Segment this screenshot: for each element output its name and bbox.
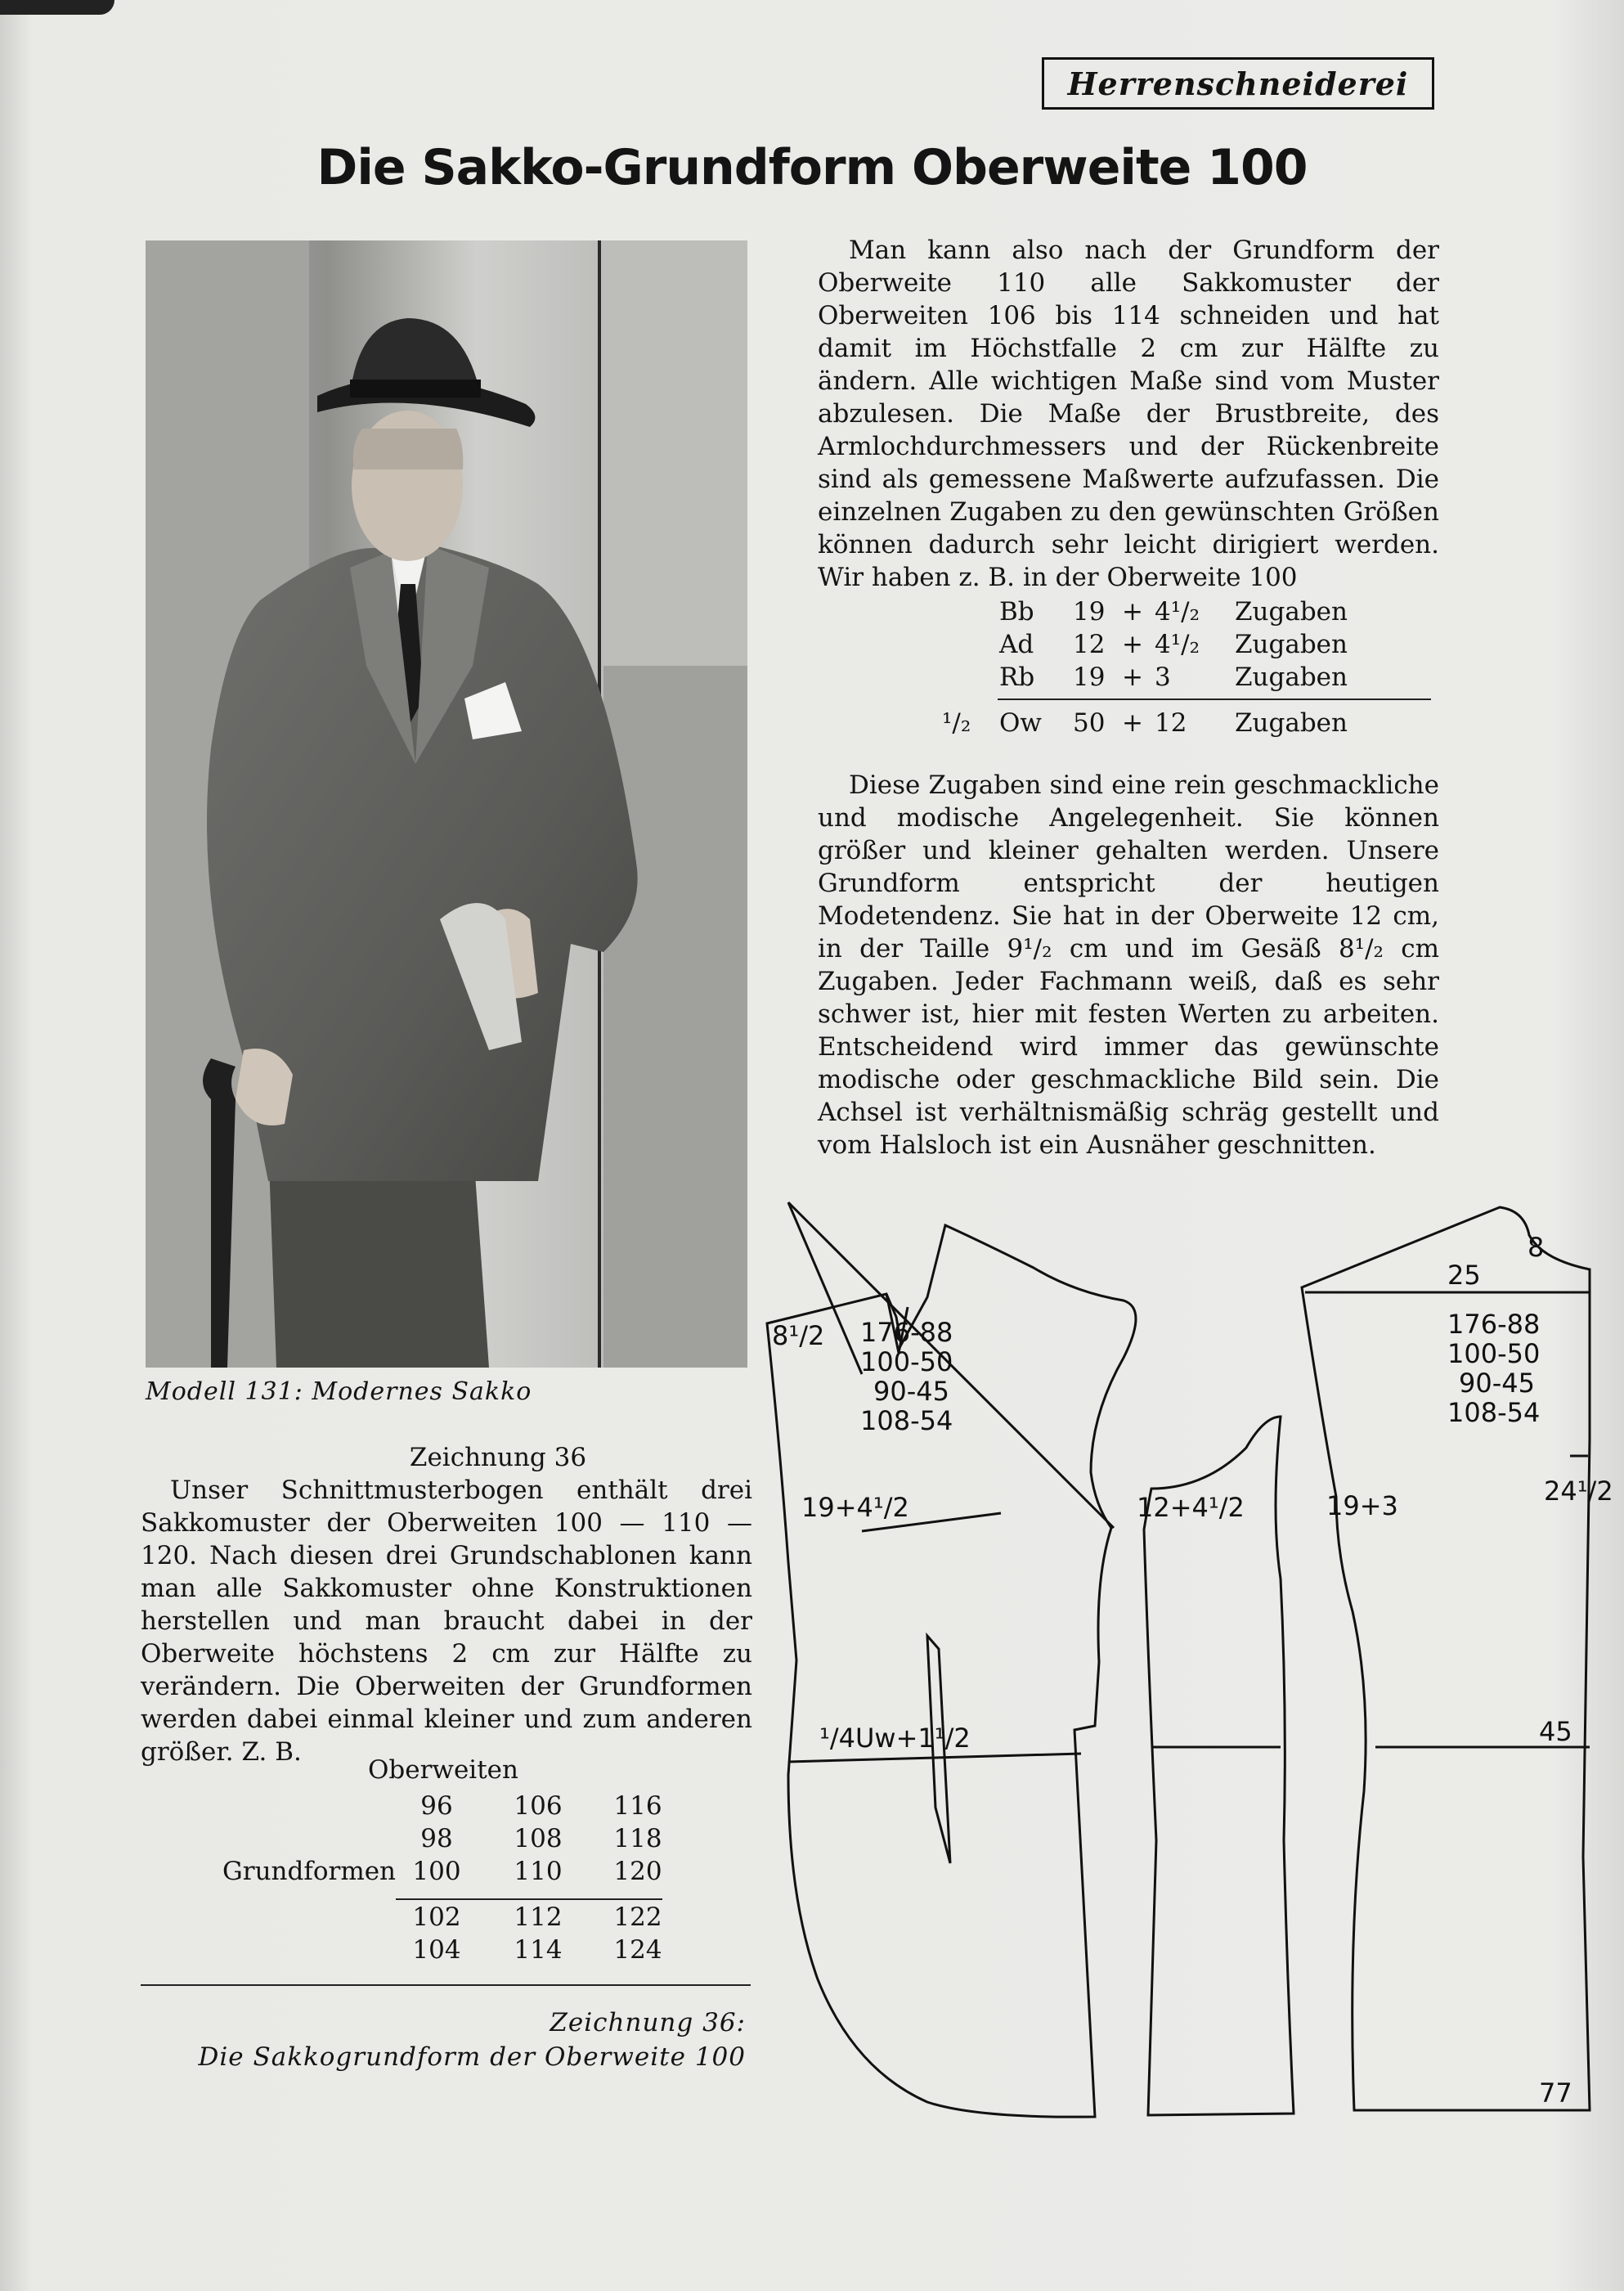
zugaben-label: Rb [999,663,1035,692]
paragraph: Man kann also nach der Grundform der Oberweite 110 alle Sakkomuster der Oberweiten 106 bis 114 schneiden und hat damit im Höchstfalle 2 cm zur Hälfte zu ändern. Alle wichtigen Maße sind vom Muster abzulesen. Die Maße der Brustbreite, des Armlochdurchmessers und der Rückenbreite sind als gemessene Maßwerte aufzufassen. Die einzelnen Zugaben zu den gewünschten Größen können dadurch sehr leicht dirigiert werden. Wir haben z. B. in der Oberweite 100 [818,236,1439,592]
zugaben-total-op: + [1122,708,1143,738]
drawing-heading: Zeichnung 36 [409,1443,587,1472]
table-cell: 110 [514,1857,563,1886]
figure-caption-line2: Die Sakkogrundform der Oberweite 100 [198,2042,746,2072]
back-piece-outline [1302,1207,1590,2110]
pattern-back-size-3: 90-45 [1459,1368,1535,1399]
zugaben-label: Ad [999,630,1034,659]
zugaben-label: Bb [999,597,1034,627]
figure-caption [180,2006,746,2074]
section-label: Herrenschneiderei [1067,65,1409,102]
table-cell: 98 [420,1824,453,1853]
table-cell: 122 [613,1902,662,1932]
table-cell: 104 [412,1935,461,1965]
zugaben-total-prefix: ¹/₂ [942,708,971,738]
caption-divider [141,1984,751,1986]
zugaben-word: Zugaben [1235,630,1348,659]
pattern-back-waist: 45 [1539,1716,1572,1747]
table-cell: 96 [420,1791,453,1821]
pattern-back-neck: 25 [1447,1260,1481,1291]
pattern-back-side: 24¹/2 [1544,1476,1613,1507]
pattern-front-width: 19+4¹/2 [801,1492,909,1523]
zugaben-word: Zugaben [1235,663,1348,692]
zugaben-op: + [1122,597,1143,627]
table-cell: 120 [613,1857,662,1886]
zugaben-total-row [908,708,1447,741]
pattern-front-size-1: 176-88 [860,1317,953,1348]
table-rule [396,1898,662,1900]
zugaben-op: + [1122,630,1143,659]
pattern-waist-label: ¹/4Uw+1¹/2 [819,1723,971,1754]
zugaben-total-value: 50 [1073,708,1106,738]
table-cell: 116 [613,1791,662,1821]
figure-caption-line1: Zeichnung 36: [550,2008,746,2037]
zugaben-word: Zugaben [1235,597,1348,627]
pattern-front-size-4: 108-54 [860,1405,953,1436]
zugaben-value: 19 [1073,597,1106,627]
pattern-back-top: 8 [1528,1232,1545,1263]
pattern-front-size-3: 90-45 [873,1376,949,1407]
zugaben-add: 3 [1155,663,1171,692]
sakko-pattern-drawing [764,1202,1613,2135]
paragraph: Unser Schnittmusterbogen enthält drei Sakkomuster der Oberweiten 100 — 110 — 120. Nach diesen drei Grundschablonen kann man alle Sakkomuster ohne Konstruktionen herstellen und man braucht dabei in der Oberweite höchstens 2 cm zur Hälfte zu verändern. Die Oberweiten der Grundformen werden dabei einmal kleiner und zum anderen größer. Z. B. [141,1476,752,1767]
paragraph: Diese Zugaben sind eine rein geschmackliche und modische Angelegenheit. Sie können größer und kleiner gehalten werden. Unsere Grundform entspricht der heutigen Modetendenz. Sie hat in der Oberweite 12 cm, in der Taille 9¹/₂ cm und im Gesäß 8¹/₂ cm Zugaben. Jeder Fachmann weiß, daß es sehr schwer ist, hier mit festen Werten zu arbeiten. Entscheidend wird immer das gewünschte modische oder geschmackliche Bild sein. Die Achsel ist verhältnismäßig schräg gestellt und vom Halsloch ist ein Ausnäher geschnitten. [818,770,1439,1160]
right-column-text-2 [818,769,1439,1161]
zugaben-op: + [1122,663,1143,692]
section-label-box [1042,57,1434,110]
zugaben-sum-rule [998,699,1431,700]
page-title: Die Sakko-Grundform Oberweite 100 [316,139,1308,196]
table-cell: 112 [514,1902,563,1932]
pattern-back-width: 19+3 [1326,1490,1398,1521]
zugaben-value: 12 [1073,630,1106,659]
pattern-side-width: 12+4¹/2 [1137,1492,1245,1523]
oberweiten-title: Oberweiten [368,1755,518,1785]
zugaben-row [908,663,1447,695]
right-column-text [818,234,1439,594]
zugaben-total-add: 12 [1155,708,1187,738]
pattern-back-size-2: 100-50 [1447,1338,1541,1369]
row-label: Grundformen [222,1857,397,1886]
photo-caption: Modell 131: Modernes Sakko [146,1377,532,1406]
left-column-text [141,1441,752,1768]
model-photo [146,240,747,1368]
front-waist-line [788,1754,1081,1762]
zugaben-total-label: Ow [999,708,1042,738]
zugaben-table [908,597,1447,741]
pattern-dart-label: 8¹/2 [772,1320,825,1351]
zugaben-row [908,597,1447,630]
table-cell: 102 [412,1902,461,1932]
pattern-back-size-1: 176-88 [1447,1309,1541,1340]
table-cell: 100 [412,1857,461,1886]
table-cell: 106 [514,1791,563,1821]
pattern-front-size-2: 100-50 [860,1346,953,1377]
model-photo-illustration [146,240,747,1368]
table-cell: 108 [514,1824,563,1853]
zugaben-row [908,630,1447,663]
zugaben-add: 4¹/₂ [1155,630,1200,659]
table-cell: 114 [514,1935,563,1965]
table-cell: 124 [613,1935,662,1965]
page-corner-mark [0,0,114,15]
table-cell: 118 [613,1824,662,1853]
zugaben-value: 19 [1073,663,1106,692]
pattern-back-size-4: 108-54 [1447,1397,1541,1428]
zugaben-add: 4¹/₂ [1155,597,1200,627]
zugaben-total-word: Zugaben [1235,708,1348,738]
pattern-back-length: 77 [1539,2078,1572,2109]
